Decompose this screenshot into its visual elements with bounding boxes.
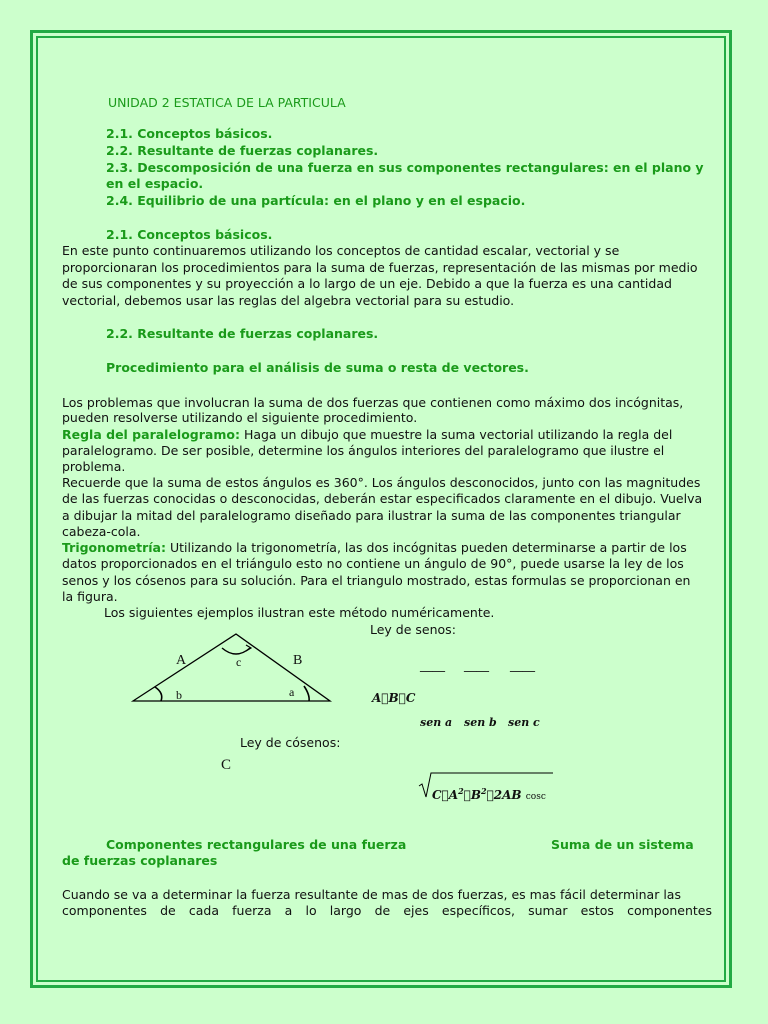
regla-label: Regla del paralelogramo: [62,427,240,442]
senos-denominator-a: sen a [420,716,453,729]
triangle-label-A: A [176,653,187,668]
regla-line-6: a dibujar la mitad del paralelogramo diseñado para ilustrar la suma de las componentes triangular [62,508,681,523]
components-heading: Componentes rectangulares de una fuerza [106,837,407,852]
section1-line-1: En este punto continuaremos utilizando los conceptos de cantidad escalar, vectorial y se [62,243,620,258]
triangle-label-a: a [289,685,295,699]
examples-line: Los siguientes ejemplos ilustran este método numéricamente. [104,605,495,620]
triangle-label-C: C [221,757,232,773]
trig-line-3: senos y los cósenos para su solución. Para el triangulo mostrado, estas formulas se proporcionan en [62,573,691,588]
section1-line-3: de sus componentes y su proyección a lo largo de un eje. Debido a que la fuerza es una cantidad [62,276,672,291]
regla-line-2: paralelogramo. De ser posible, determine los ángulos interiores del paralelogramo que ilustre el [62,443,665,458]
sum-heading: Suma de un sistema [551,837,694,852]
senos-blank-3: ____ [510,657,535,672]
section1-line-2: proporcionaran los procedimientos para la suma de fuerzas, representación de las mismas por medio [62,260,698,275]
triangle-label-b: b [176,688,182,702]
triangle-label-c: c [236,655,242,669]
regla-first-text: Haga un dibujo que muestre la suma vectorial utilizando la regla del [239,427,673,442]
regla-line-4: Recuerde que la suma de estos ángulos es 360°. Los ángulos desconocidos, junto con las magnitudes [62,475,701,490]
intro-line-1: Los problemas que involucran la suma de dos fuerzas que contienen como máximo dos incógnitas, [62,395,684,410]
regla-line-5: de las fuerzas conocidas o desconocidas, deberán estar especificados claramente en el dibujo. Vuelva [62,491,703,506]
toc-item-2: 2.2. Resultante de fuerzas coplanares. [106,143,379,158]
trig-first-text: Utilizando la trigonometría, las dos incógnitas pueden determinarse a partir de los [166,540,687,555]
senos-blank-2: ____ [464,657,489,672]
section1-line-4: vectorial, debemos usar las reglas del algebra vectorial para su estudio. [62,293,515,308]
toc-item-3: 2.3. Descomposición de una fuerza en sus componentes rectangulares: en el plano y [106,160,704,175]
intro-line-2: pueden resolverse utilizando el siguiente procedimiento. [62,410,418,425]
senos-denominator-b: sen b [464,716,497,729]
toc-item-3-cont: en el espacio. [106,176,204,191]
regla-line-7: cabeza-cola. [62,524,141,539]
senos-denominator-c: sen c [508,716,540,729]
toc-item-4: 2.4. Equilibrio de una partícula: en el plano y en el espacio. [106,193,526,208]
triangle-label-B: B [293,653,303,668]
senos-blank-1: ____ [420,657,445,672]
unit-title: UNIDAD 2 ESTATICA DE LA PARTICULA [108,95,346,110]
section2-heading: 2.2. Resultante de fuerzas coplanares. [106,326,379,341]
trig-line-4: la figura. [62,589,118,604]
final-line-1: Cuando se va a determinar la fuerza resultante de mas de dos fuerzas, es mas fácil determinar las [62,887,681,902]
toc-item-1: 2.1. Conceptos básicos. [106,126,273,141]
section1-heading: 2.1. Conceptos básicos. [106,227,273,242]
cosenos-formula: $C A^2 B^2 2AB$ cosc [432,786,546,802]
regla-line-3: problema. [62,459,126,474]
final-line-2: componentes de cada fuerza a lo largo de ejes específicos, sumar estos componentes [62,903,712,918]
ley-cosenos-label: Ley de cósenos: [240,735,341,750]
senos-formula: A B C [372,691,416,705]
trig-line-2: datos proporcionados en el triángulo esto no contiene un ángulo de 90°, puede usarse la ley de los [62,556,684,571]
sum-heading-cont: de fuerzas coplanares [62,853,218,868]
procedure-heading: Procedimiento para el análisis de suma o resta de vectores. [106,360,529,375]
trig-label: Trigonometría: [62,540,166,555]
ley-senos-label: Ley de senos: [370,622,456,637]
